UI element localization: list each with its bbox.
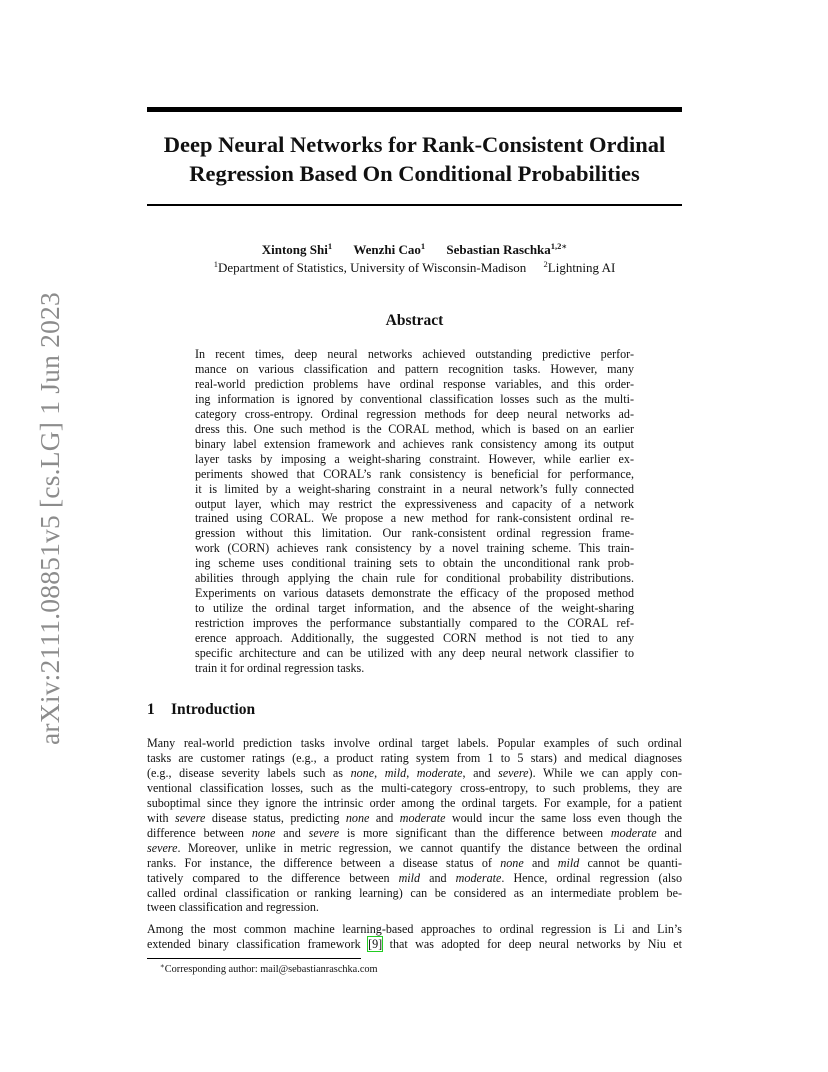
abstract-line: output layer, which may restrict the expressiveness and capacity of a network: [195, 496, 634, 511]
title-line: Deep Neural Networks for Rank-Consistent Ordinal: [163, 132, 666, 157]
abstract-line: to utilize the ordinal target information, and the absence of the weight-sharing: [195, 601, 634, 616]
text-line: with severe disease status, predicting none and moderate would incur the same loss even though the: [147, 810, 683, 825]
arxiv-identifier: arXiv:2111.08851v5 [cs.LG] 1 Jun 2023: [34, 292, 65, 745]
text-line: severe. Moreover, unlike in metric regression, we cannot quantify the distance between the ordinal: [147, 840, 682, 855]
footnote-rule: [147, 958, 361, 959]
abstract-line: In recent times, deep neural networks achieved outstanding predictive perfor-: [195, 347, 634, 361]
abstract-line: abilities through applying the chain rule for conditional probability distributions.: [195, 571, 634, 586]
abstract-line: ing information is ignored by conventional classification losses such as the multi-: [195, 391, 634, 406]
author: Sebastian Raschka$^{1,2∗}$: [446, 241, 568, 257]
text-line: (e.g., disease severity labels such as none, mild, moderate, and severe). While we can apply con-: [147, 765, 683, 780]
footnote: ∗Corresponding author: mail@sebastianraschka.com: [160, 962, 378, 975]
section-heading: [147, 701, 682, 719]
section-number: 1: [147, 701, 155, 718]
abstract-body: [195, 347, 634, 676]
author-list: [147, 241, 682, 258]
text-line: ranks. For instance, the difference between a disease status of none and mild cannot be quanti-: [147, 855, 682, 870]
text-line: suboptimal since they ignore the intrinsic order among the ordinal targets. For example, for a patient: [147, 795, 682, 810]
abstract-line: Experiments on various datasets demonstrate the efficacy of the proposed method: [195, 586, 634, 601]
text-line: Among the most common machine learning-based approaches to ordinal regression is Li and Lin’s: [147, 922, 682, 937]
text-line: extended binary classification framework [9] that was adopted for deep neural networks by Niu et: [147, 937, 683, 952]
title-line: Regression Based On Conditional Probabilities: [189, 161, 640, 186]
abstract-line: layer tasks by imposing a weight-sharing constraint. However, while earlier ex-: [195, 451, 634, 466]
abstract-line: restriction improves the performance substantially compared to the CORAL ref-: [195, 616, 634, 631]
abstract-line: erence approach. Additionally, the suggested CORN method is not tied to any: [195, 631, 634, 646]
affiliation: $^2$Lightning AI: [543, 259, 616, 275]
section-title: Introduction: [171, 701, 256, 718]
title-top-rule: [147, 107, 682, 112]
abstract-line: dress this. One such method is the CORAL method, which is based on an earlier: [195, 421, 634, 436]
abstract-line: gression without this limitation. Our rank-consistent ordinal regression frame-: [195, 526, 634, 541]
introduction-body: [147, 736, 682, 952]
author: Xintong Shi$^1$: [261, 241, 333, 257]
text-line: tasks are customer ratings (e.g., a product rating system from 1 to 5 stars) and medical diagnoses: [147, 750, 682, 765]
abstract-heading: Abstract: [385, 312, 444, 329]
paper-title: [147, 130, 682, 188]
affiliation: $^1$Department of Statistics, University of Wisconsin-Madison: [213, 259, 527, 275]
intro-paragraph: [147, 736, 682, 915]
text-line: tatively compared to the difference between mild and moderate. Hence, ordinal regression (also: [147, 870, 682, 885]
text-line: Many real-world prediction tasks involve ordinal target labels. Popular examples of such ordinal: [147, 736, 682, 750]
text-line: ventional classification losses, such as the multi-category cross-entropy, to such problems, they are: [147, 780, 682, 795]
author: Wenzhi Cao$^1$: [353, 241, 426, 257]
abstract-line: binary label extension framework and achieves rank consistency among its output: [195, 436, 634, 451]
abstract-line: category cross-entropy. Ordinal regression methods for deep neural networks ad-: [195, 406, 634, 421]
abstract-line: periments showed that CORAL’s rank consistency is beneficial for performance,: [195, 466, 634, 481]
text-line: tween classification and regression.: [147, 900, 319, 915]
text-line: called ordinal classification or ranking learning) can be considered as an intermediate problem be-: [147, 885, 682, 900]
affiliations: [147, 259, 682, 276]
text-line: difference between none and severe is more significant than the difference between moderate and: [147, 825, 682, 840]
abstract-line: it is limited by a weight-sharing constraint in a neural network’s fully connected: [195, 481, 634, 496]
abstract-line: specific architecture and can be utilized with any deep neural network classifier to: [195, 646, 634, 661]
abstract-line: train it for ordinal regression tasks.: [195, 661, 365, 676]
abstract-line: work (CORN) achieves rank consistency by a novel training scheme. This train-: [195, 541, 634, 556]
abstract-line: mance on various classification and pattern recognition tasks. However, many: [195, 361, 634, 376]
citation-link[interactable]: [9]: [368, 937, 383, 952]
abstract-line: trained using CORAL. We propose a new method for rank-consistent ordinal re-: [195, 511, 634, 526]
title-bottom-rule: [147, 204, 682, 206]
intro-paragraph: [147, 922, 682, 952]
abstract-line: ing scheme uses conditional training sets to obtain the unconditional rank prob-: [195, 556, 634, 571]
abstract-line: real-world prediction problems have ordinal response variables, and this order-: [195, 376, 634, 391]
